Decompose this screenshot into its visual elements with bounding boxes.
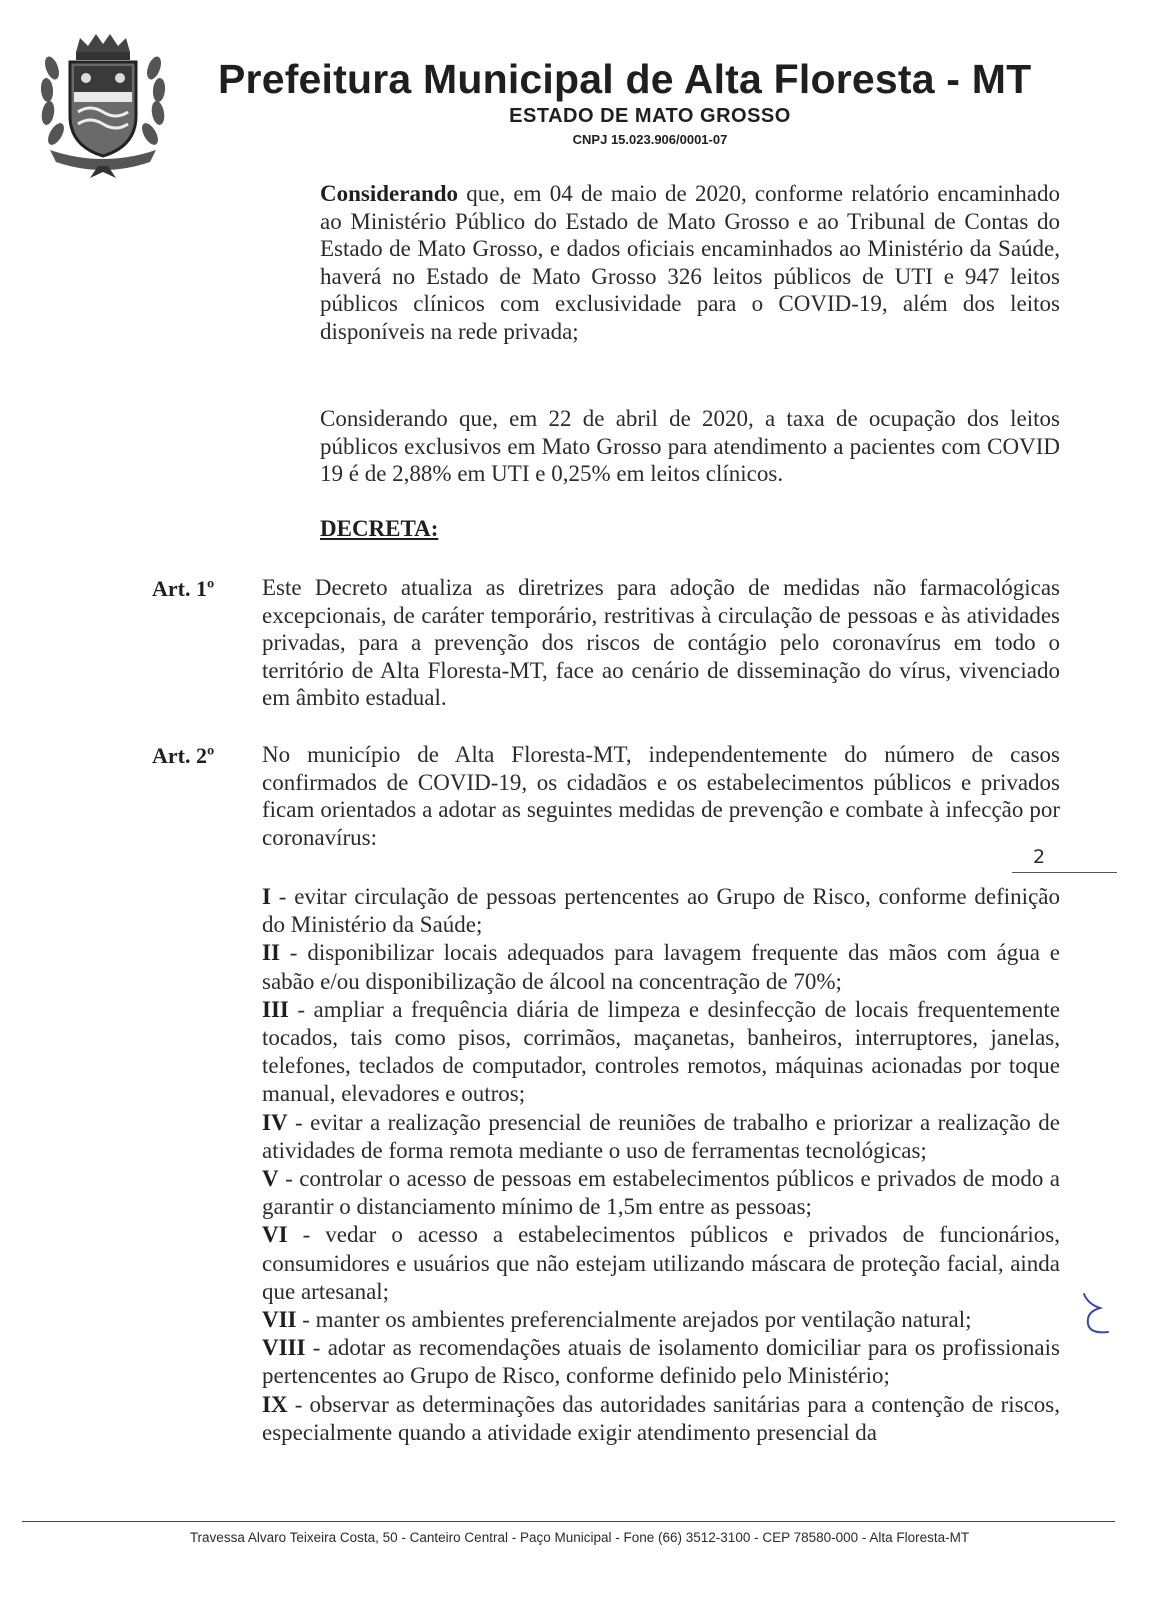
considerando-paragraph-2: Considerando que, em 22 de abril de 2020, a taxa de ocupação dos leitos públicos exclusivos em Mato Grosso para atendimento a pacientes com COVID 19 é de 2,88% em UTI e 0,25% em leitos clínicos. (320, 406, 1060, 487)
item-text: - vedar o acesso a estabelecimentos públicos e privados de funcionários, consumidores e usuários que não estejam utilizando máscara de proteção facial, ainda que artesanal; (262, 1222, 1060, 1304)
letterhead (0, 0, 1159, 175)
municipal-crest-icon (38, 28, 168, 178)
list-item (262, 996, 1060, 1109)
header-title: Prefeitura Municipal de Alta Floresta - MT (218, 56, 1032, 102)
item-numeral: VII (262, 1307, 297, 1333)
item-numeral: V (262, 1166, 279, 1192)
list-item (262, 1221, 1060, 1306)
list-item (262, 1334, 1060, 1390)
item-text: - ampliar a frequência diária de limpeza e desinfecção de locais frequentemente tocados, tais como pisos, corrimãos, maçanetas, banheiros, interruptores, janelas, telefones, teclados de computador, controles remotos, máquinas acionadas por toque manual, elevadores e outros; (262, 996, 1060, 1107)
list-item (262, 1306, 1060, 1334)
list-item (262, 939, 1060, 995)
item-text: - disponibilizar locais adequados para lavagem frequente das mãos com água e sabão e/ou disponibilização de álcool na concentração de 70%; (262, 940, 1060, 994)
decreta-heading: DECRETA: (320, 516, 439, 541)
item-text: - evitar circulação de pessoas pertencentes ao Grupo de Risco, conforme definição do Ministério da Saúde; (262, 884, 1060, 938)
item-text: - manter os ambientes preferencialmente arejados por ventilação natural; (296, 1307, 972, 1333)
footer-divider (22, 1521, 1115, 1522)
article-1-label: Art. 1º (152, 576, 215, 601)
item-text: - observar as determinações das autoridades sanitárias para a contenção de riscos, especialmente quando a atividade exigir atendimento presencial da (262, 1391, 1060, 1445)
measures-list (262, 883, 1060, 1447)
item-text: - evitar a realização presencial de reuniões de trabalho e priorizar a realização de atividades de forma remota mediante o uso de ferramentas tecnológicas; (262, 1109, 1060, 1163)
item-numeral: IX (262, 1391, 288, 1417)
page-number-rule (1012, 872, 1117, 873)
item-text: - adotar as recomendações atuais de isolamento domiciliar para os profissionais pertencentes ao Grupo de Risco, conforme definido pelo Ministério; (262, 1335, 1060, 1389)
item-numeral: II (262, 940, 280, 966)
article-2-text: No município de Alta Floresta-MT, independentemente do número de casos confirmados de COVID-19, os cidadãos e os estabelecimentos públicos e privados ficam orientados a adotar as seguintes medidas de prevenção e combate à infecção por coronavírus: (262, 742, 1060, 850)
handwritten-initial-icon (1078, 1290, 1114, 1340)
article-1-text: Este Decreto atualiza as diretrizes para adoção de medidas não farmacológicas excepcionais, de caráter temporário, restritivas à circulação de pessoas e às atividades privadas, para a prevenção dos riscos de contágio pelo coronavírus em todo o território de Alta Floresta-MT, face ao cenário de disseminação do vírus, vivenciado em âmbito estadual. (262, 575, 1060, 711)
item-numeral: I (262, 884, 271, 909)
footer-address: Travessa Alvaro Teixeira Costa, 50 - Canteiro Central - Paço Municipal - Fone (66) 3512-3100 - CEP 78580-000 - Alta Floresta-MT (189, 1530, 970, 1545)
item-text: - controlar o acesso de pessoas em estabelecimentos públicos e privados de modo a garantir o distanciamento mínimo de 1,5m entre as pessoas; (262, 1166, 1060, 1220)
list-item (262, 1165, 1060, 1221)
page-number: 2 (1033, 846, 1046, 868)
considerando-lead: Considerando (320, 181, 459, 206)
header-cnpj: CNPJ 15.023.906/0001-07 (572, 132, 728, 147)
paragraph-1-text: que, em 04 de maio de 2020, conforme relatório encaminhado ao Ministério Público do Estado de Mato Grosso e ao Tribunal de Contas do Estado de Mato Grosso, e dados oficiais encaminhados ao Ministério da Saúde, haverá no Estado de Mato Grosso 326 leitos públicos de UTI e 947 leitos públicos clínicos com exclusividade para o COVID-19, além dos leitos disponíveis na rede privada; (320, 181, 1060, 344)
item-numeral: VIII (262, 1335, 306, 1361)
article-2-label: Art. 2º (152, 743, 215, 768)
header-state: ESTADO DE MATO GROSSO (509, 105, 791, 127)
item-numeral: VI (262, 1222, 288, 1248)
considerando-paragraph-1 (320, 180, 1060, 346)
list-item (262, 883, 1060, 939)
item-numeral: IV (262, 1109, 288, 1135)
list-item (262, 1391, 1060, 1447)
item-numeral: III (262, 996, 289, 1022)
list-item (262, 1109, 1060, 1165)
